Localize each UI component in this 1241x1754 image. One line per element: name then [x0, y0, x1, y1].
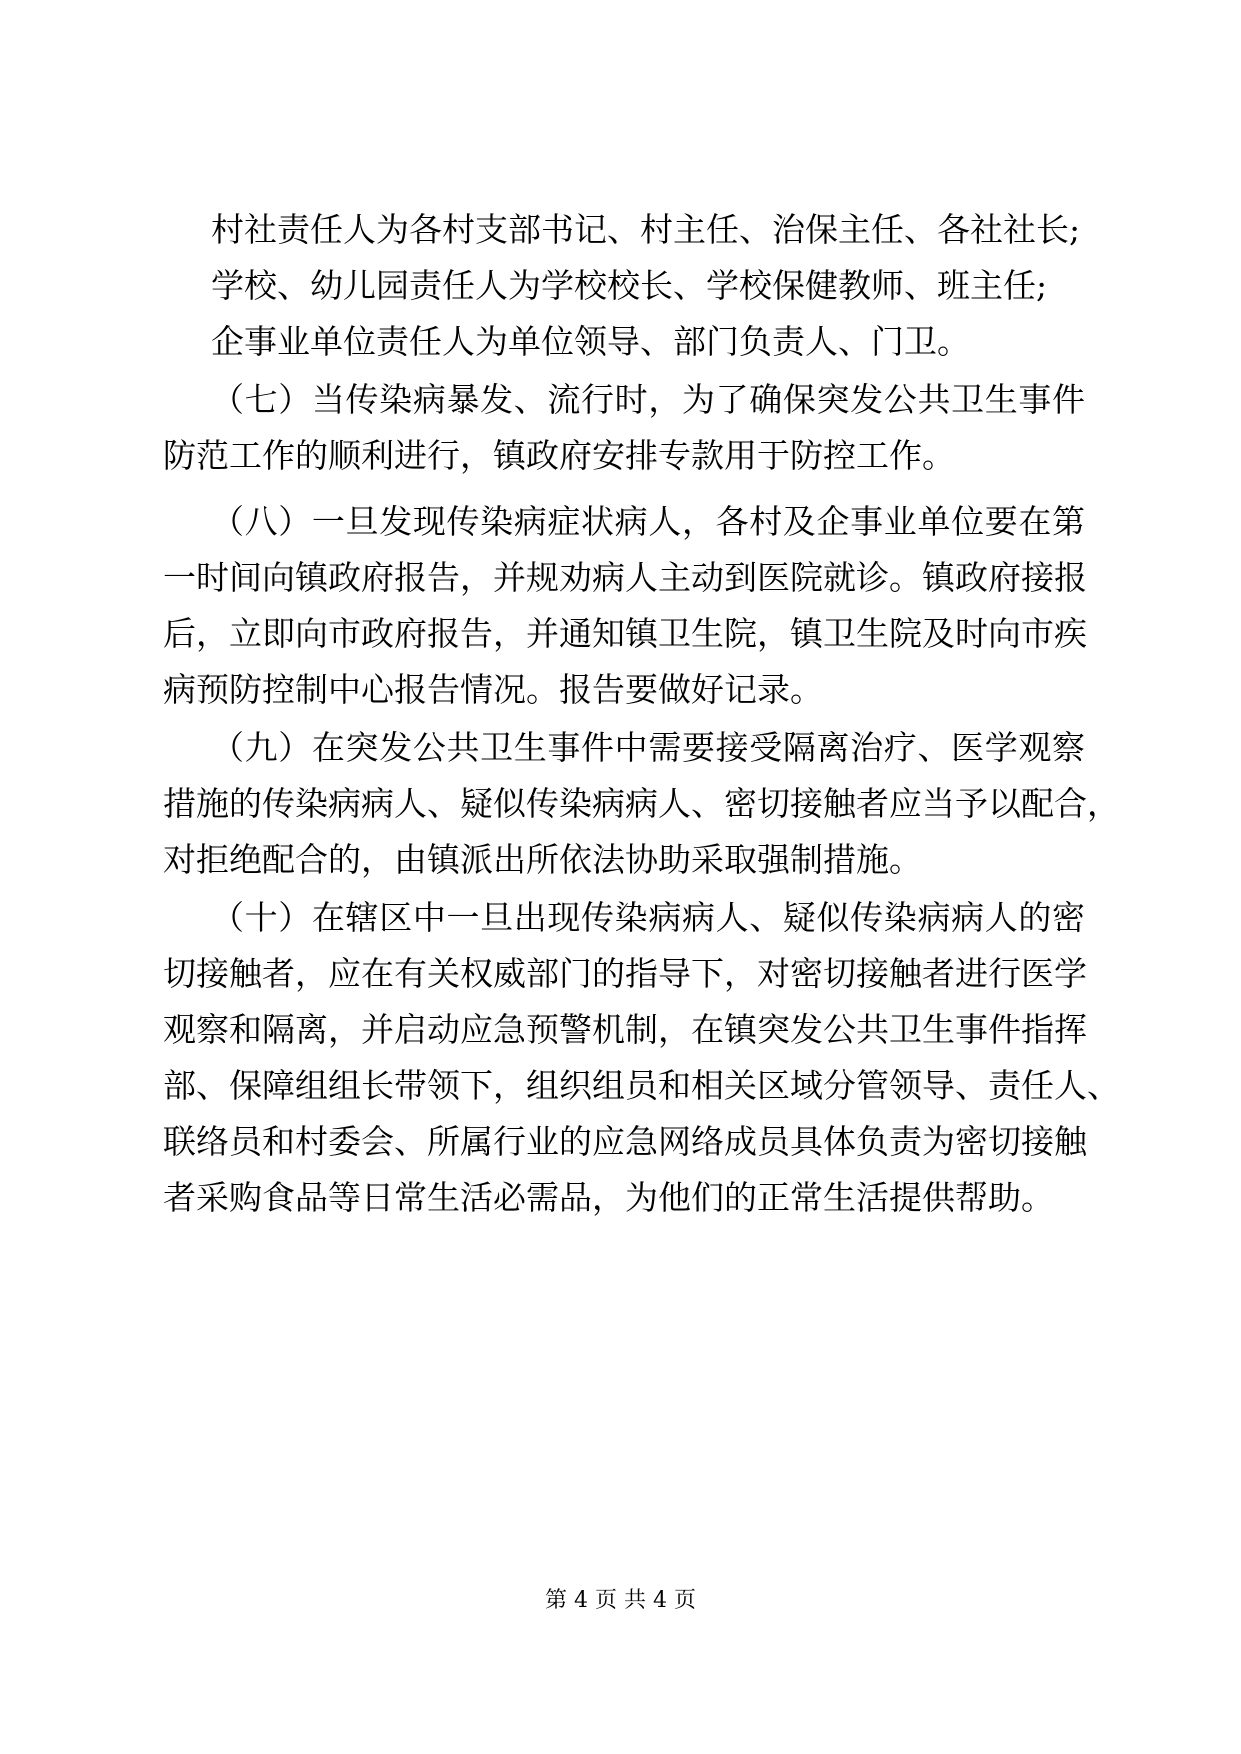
text-line-3: 企事业单位责任人为单位领导、部门负责人、门卫。 [211, 322, 970, 361]
text-line-5: 防范工作的顺利进行，镇政府安排专款用于防控工作。 [163, 436, 955, 475]
page-number-label: 第 4 页 共 4 页 [545, 1588, 696, 1613]
text-line-1: 村社责任人为各村支部书记、村主任、治保主任、各社社长; [211, 210, 1081, 249]
text-line-8: 后，立即向市政府报告，并通知镇卫生院，镇卫生院及时向市疾 [163, 614, 1087, 653]
text-line-10: （九）在突发公共卫生事件中需要接受隔离治疗、医学观察 [211, 728, 1085, 767]
text-line-11: 措施的传染病病人、疑似传染病病人、密切接触者应当予以配合， [163, 784, 1120, 823]
text-line-13: （十）在辖区中一旦出现传染病病人、疑似传染病病人的密 [211, 898, 1085, 937]
text-line-18: 者采购食品等日常生活必需品，为他们的正常生活提供帮助。 [163, 1178, 1054, 1217]
text-line-17: 联络员和村委会、所属行业的应急网络成员具体负责为密切接触 [163, 1122, 1087, 1161]
text-line-6: （八）一旦发现传染病症状病人，各村及企事业单位要在第 [211, 502, 1085, 541]
page-footer [0, 1586, 1241, 1616]
text-line-7: 一时间向镇政府报告，并规劝病人主动到医院就诊。镇政府接报 [163, 558, 1087, 597]
text-line-9: 病预防控制中心报告情况。报告要做好记录。 [163, 670, 823, 709]
text-line-4: （七）当传染病暴发、流行时，为了确保突发公共卫生事件 [211, 380, 1085, 419]
text-line-14: 切接触者，应在有关权威部门的指导下，对密切接触者进行医学 [163, 954, 1087, 993]
text-line-16: 部、保障组组长带领下，组织组员和相关区域分管领导、责任人、 [163, 1066, 1120, 1105]
text-line-2: 学校、幼儿园责任人为学校校长、学校保健教师、班主任; [211, 266, 1048, 305]
text-line-12: 对拒绝配合的，由镇派出所依法协助采取强制措施。 [163, 840, 922, 879]
text-line-15: 观察和隔离，并启动应急预警机制，在镇突发公共卫生事件指挥 [163, 1010, 1087, 1049]
